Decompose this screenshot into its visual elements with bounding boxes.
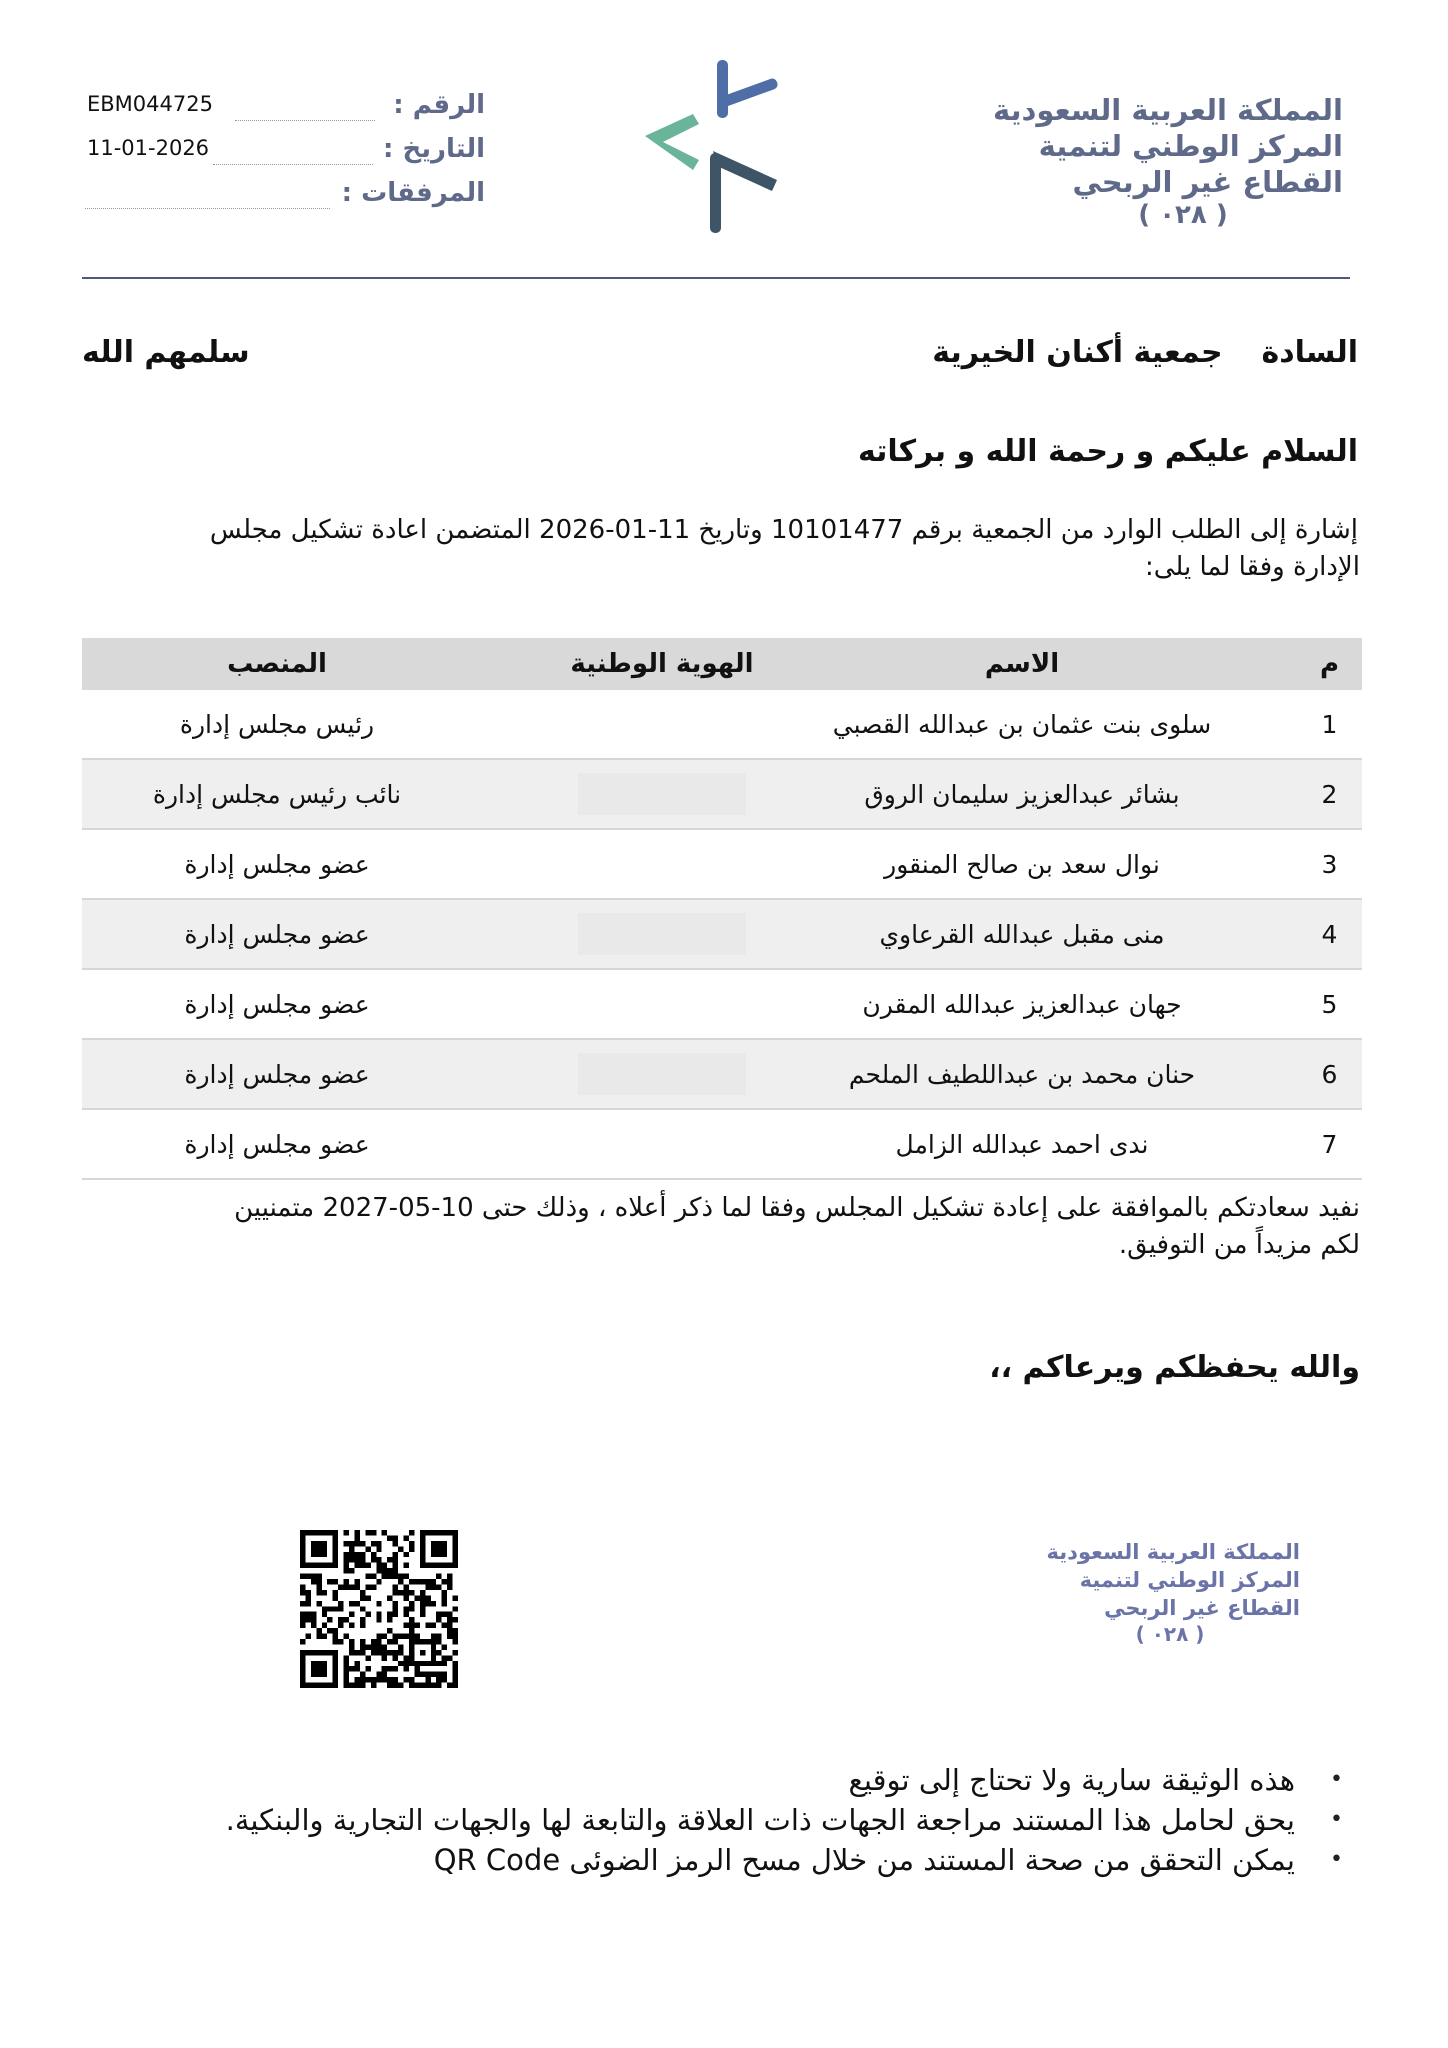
row-national-id <box>472 690 852 758</box>
row-national-id <box>472 1040 852 1108</box>
row-num: 6 <box>1321 1059 1338 1089</box>
table-row <box>82 970 1362 1040</box>
attachments-row <box>85 178 485 222</box>
qr-code[interactable] <box>300 1530 458 1688</box>
org-name-line-1: المملكة العربية السعودية <box>993 93 1343 127</box>
table-row <box>82 1040 1362 1110</box>
row-position: عضو مجلس إدارة <box>184 1129 370 1159</box>
row-num: 2 <box>1321 779 1338 809</box>
table-row <box>82 1110 1362 1180</box>
addressee-prefix: السادة <box>1261 335 1358 370</box>
farewell: والله يحفظكم ويرعاكم ،، <box>989 1350 1360 1385</box>
ref-number-label: الرقم : <box>393 90 485 120</box>
date-row <box>85 134 485 178</box>
header-num: م <box>1319 649 1340 679</box>
footer-org-number: ( ٠٢٨ ) <box>1135 1622 1205 1646</box>
addressee <box>932 335 1358 370</box>
row-num: 1 <box>1321 709 1338 739</box>
row-name: سلوى بنت عثمان بن عبدالله القصبي <box>832 709 1212 739</box>
row-position: عضو مجلس إدارة <box>184 849 370 879</box>
row-national-id <box>472 830 852 898</box>
table-row <box>82 690 1362 760</box>
ref-dotted-line <box>235 120 375 121</box>
date-value: 11-01-2026 <box>87 136 210 160</box>
body-line-1: نفيد سعادتكم بالموافقة على إعادة تشكيل المجلس وفقا لما ذكر أعلاه ، وذلك حتى 10-05-2027 متمنيين <box>234 1193 1360 1223</box>
closing-salute: سلمهم الله <box>82 335 250 370</box>
footer-org-line-3: القطاع غير الربحي <box>1104 1596 1300 1620</box>
table-row <box>82 760 1362 830</box>
row-position: عضو مجلس إدارة <box>184 1059 370 1089</box>
row-position: عضو مجلس إدارة <box>184 919 370 949</box>
greeting: السلام عليكم و رحمة الله و بركاته <box>857 434 1358 469</box>
date-label: التاريخ : <box>383 134 485 164</box>
addressee-name: جمعية أكنان الخيرية <box>932 335 1223 370</box>
redacted-id-box <box>578 913 746 955</box>
board-members-table <box>82 638 1362 1180</box>
body-line-2: لكم مزيداً من التوفيق. <box>1118 1230 1360 1260</box>
org-name-line-3: القطاع غير الربحي <box>1072 165 1343 199</box>
row-name: نوال سعد بن صالح المنقور <box>884 849 1160 879</box>
attachments-label: المرفقات : <box>341 178 485 208</box>
redacted-id-box <box>578 773 746 815</box>
header-name: الاسم <box>984 649 1060 679</box>
row-name: بشائر عبدالعزيز سليمان الروق <box>864 779 1180 809</box>
row-num: 4 <box>1321 919 1338 949</box>
document-notes <box>95 1760 1323 1880</box>
header-divider <box>82 277 1350 279</box>
note-item: • يمكن التحقق من صحة المستند من خلال مسح الرمز الضوئى QR Code <box>95 1840 1295 1880</box>
redacted-id-box <box>578 1053 746 1095</box>
row-name: ندى احمد عبدالله الزامل <box>895 1129 1149 1159</box>
footer-organization-stamp <box>1040 1538 1300 1646</box>
row-name: منى مقبل عبدالله القرعاوي <box>879 919 1165 949</box>
row-national-id <box>472 900 852 968</box>
row-position: رئيس مجلس إدارة <box>179 709 375 739</box>
footer-org-line-1: المملكة العربية السعودية <box>1046 1540 1300 1564</box>
table-row <box>82 830 1362 900</box>
note-item: • هذه الوثيقة سارية ولا تحتاج إلى توقيع <box>95 1760 1295 1800</box>
header-position: المنصب <box>227 649 327 679</box>
row-num: 7 <box>1321 1129 1338 1159</box>
row-national-id <box>472 760 852 828</box>
intro-line-1: إشارة إلى الطلب الوارد من الجمعية برقم 10101477 وتاريخ 11-01-2026 المتضمن اعادة تشكيل مجلس <box>209 515 1358 545</box>
date-dotted-line <box>213 164 373 165</box>
ref-number-row <box>85 90 485 134</box>
table-row <box>82 900 1362 970</box>
row-national-id <box>472 1110 852 1178</box>
row-position: نائب رئيس مجلس إدارة <box>152 779 402 809</box>
row-name: جهان عبدالعزيز عبدالله المقرن <box>862 989 1182 1019</box>
organization-logo <box>645 58 785 233</box>
org-name-line-2: المركز الوطني لتنمية <box>1038 129 1343 163</box>
note-item: • يحق لحامل هذا المستند مراجعة الجهات ذات العلاقة والتابعة لها والجهات التجارية والبنكية. <box>95 1800 1295 1840</box>
organization-name-block <box>993 92 1343 230</box>
attachments-dotted-line <box>85 208 330 209</box>
table-header <box>82 638 1362 690</box>
header-national-id: الهوية الوطنية <box>570 649 754 679</box>
ref-number-value: EBM044725 <box>87 92 213 116</box>
intro-line-2: الإدارة وفقا لما يلى: <box>1144 552 1360 582</box>
row-num: 3 <box>1321 849 1338 879</box>
letter-meta <box>85 90 485 222</box>
footer-org-line-2: المركز الوطني لتنمية <box>1079 1568 1300 1592</box>
row-num: 5 <box>1321 989 1338 1019</box>
row-name: حنان محمد بن عبداللطيف الملحم <box>848 1059 1196 1089</box>
org-number: ( ٠٢٨ ) <box>1138 200 1228 230</box>
row-national-id <box>472 970 852 1038</box>
row-position: عضو مجلس إدارة <box>184 989 370 1019</box>
